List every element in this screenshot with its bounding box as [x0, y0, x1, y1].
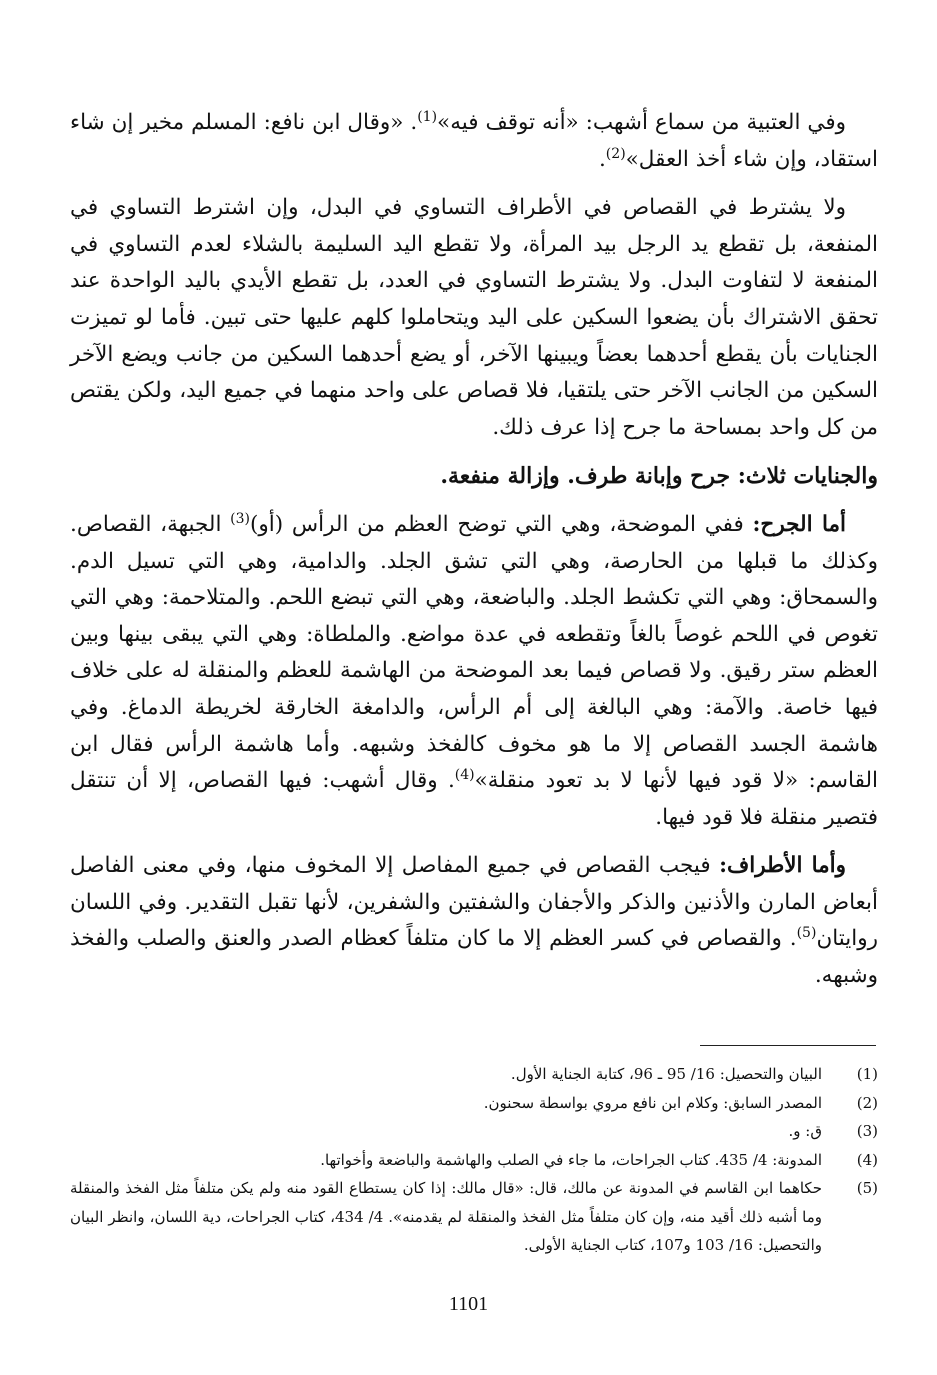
paragraph-3-text-c: . وقال أشهب: فيها القصاص، إلا أن تنتقل فتصير منقلة فلا قود فيها. — [70, 768, 878, 830]
footnote-number: (2) — [856, 1093, 878, 1112]
footnote-number: (5) — [856, 1179, 878, 1197]
footnote-number: (1) — [856, 1065, 878, 1083]
footnote-item — [70, 1146, 878, 1175]
footnote-ref-4[interactable]: (4) — [454, 766, 475, 783]
paragraph-3-text-a: ففي الموضحة، وهي التي توضح العظم من الرأس (أو) — [250, 511, 753, 537]
section-heading: والجنايات ثلاث: جرح وإبانة طرف. وإزالة منفعة. — [440, 463, 878, 490]
paragraph-3-text-b: الجبهة، القصاص. وكذلك ما قبلها من الحارصة، وهي التي تشق الجلد. والدامية، وهي التي تسيل الدم. والسمحاق: وهي التي تكشط الجلد. والباضعة، وهي التي تبضع اللحم. والمتلاحمة: وهي التي تغوص في اللحم غوصاً بالغاً وتقطعه في عدة مواضع. والملطاة: وهي التي يبقى بينها وبين العظم ستر رقيق. ولا قصاص فيما بعد الموضحة من الهاشمة للعظم والمنقلة له على خلاف فيها خاصة. والآمة: وهي البالغة إلى أم الرأس، والدامغة الخارقة لخريطة الدماغ. وفي هاشمة الجسد القصاص إلا ما هو مخوف كالفخذ وشبهه. وأما هاشمة الرأس فقال ابن القاسم: «لا قود فيها لأنها لا بد تعود منقلة» — [70, 511, 878, 794]
paragraph-4 — [70, 848, 878, 994]
footnote-item — [70, 1089, 878, 1118]
footnote-number: (4) — [856, 1150, 878, 1169]
paragraph-4-text-a: فيجب القصاص في جميع المفاصل إلا المخوف منها، وفي معنى الفاصل أبعاض المارن والأذنين والذكر والأجفان والشفتين والشفرين، لأنها تقبل التقدير. وفي اللسان روايتان — [70, 853, 878, 952]
paragraph-1 — [70, 105, 878, 178]
footnote-number: (3) — [856, 1122, 878, 1140]
paragraph-1-text-c: . — [598, 146, 606, 172]
paragraph-2: ولا يشترط في القصاص في الأطراف التساوي في البدل، وإن اشترط التساوي في المنفعة، بل تقطع يد الرجل بيد المرأة، ولا تقطع اليد السليمة بالشلاء لعدم التساوي في المنفعة لا لتفاوت البدل. ولا يشترط التساوي في العدد، بل تقطع الأيدي باليد الواحدة عند تحقق الاشتراك بأن يضعوا السكين على اليد ويتحاملوا كلهم عليها حتى تبين. فأما لو تميزت الجنايات بأن يقطع أحدهما بعضاً ويبينها الآخر، أو يضع أحدهما السكين من جانب ويضع الآخر السكين من الجانب الآخر حتى يلتقيا، فلا قصاص على واحد منهما في جميع اليد، ولكن يقتص من كل واحد بمساحة ما جرح إذا عرف ذلك. — [70, 195, 878, 440]
footnote-item — [70, 1117, 878, 1146]
paragraph-3-lead: أما الجرح: — [752, 511, 846, 537]
paragraph-4-text-b: . والقصاص في كسر العظم إلا ما كان متلفاً كعظام الصدر والعنق والصلب والفخذ وشبهه. — [70, 926, 878, 989]
footnotes — [70, 1060, 878, 1260]
footnote-ref-2[interactable]: (2) — [605, 145, 626, 162]
footnote-text: المصدر السابق: وكلام ابن نافع مروي بواسطة سحنون. — [483, 1093, 822, 1112]
footnote-text: البيان والتحصيل: 16/ 95 ـ 96، كتابة الجناية الأول. — [510, 1065, 822, 1083]
footnote-divider — [700, 1045, 876, 1046]
paragraph-4-lead: وأما الأطراف: — [719, 853, 846, 879]
footnote-ref-1[interactable]: (1) — [417, 108, 438, 125]
footnote-ref-5[interactable]: (5) — [796, 925, 817, 942]
paragraph-3 — [70, 507, 878, 836]
footnote-item — [70, 1174, 878, 1260]
footnote-text: حكاهما ابن القاسم في المدونة عن مالك، قال: «قال مالك: إذا كان يستطاع القود منه ولم يكن متلفاً مثل الفخذ والمنقلة وما أشبه ذلك أقيد منه، وإن كان متلفاً مثل الفخذ والمنقلة لم يقدمنه». 4/ 434، كتاب الجراحات، دية اللسان، وانظر البيان والتحصيل: 16/ 103 و107، كتاب الجناية الأولى. — [70, 1179, 822, 1254]
footnote-text: المدونة: 4/ 435. كتاب الجراحات، ما جاء في الصلب والهاشمة والباضعة وأخواتها. — [320, 1150, 822, 1169]
footnote-item — [70, 1060, 878, 1089]
page-body — [70, 105, 878, 995]
paragraph-1-text-b: . «وقال ابن نافع: المسلم مخير إن شاء استقاد، وإن شاء أخذ العقل» — [70, 110, 878, 172]
page-number: 1101 — [448, 1293, 489, 1315]
footnote-ref-3[interactable]: (3) — [230, 510, 250, 527]
paragraph-1-text-a: وفي العتبية من سماع أشهب: «أنه توقف فيه» — [437, 110, 846, 135]
footnote-text: ق: و. — [788, 1122, 822, 1140]
